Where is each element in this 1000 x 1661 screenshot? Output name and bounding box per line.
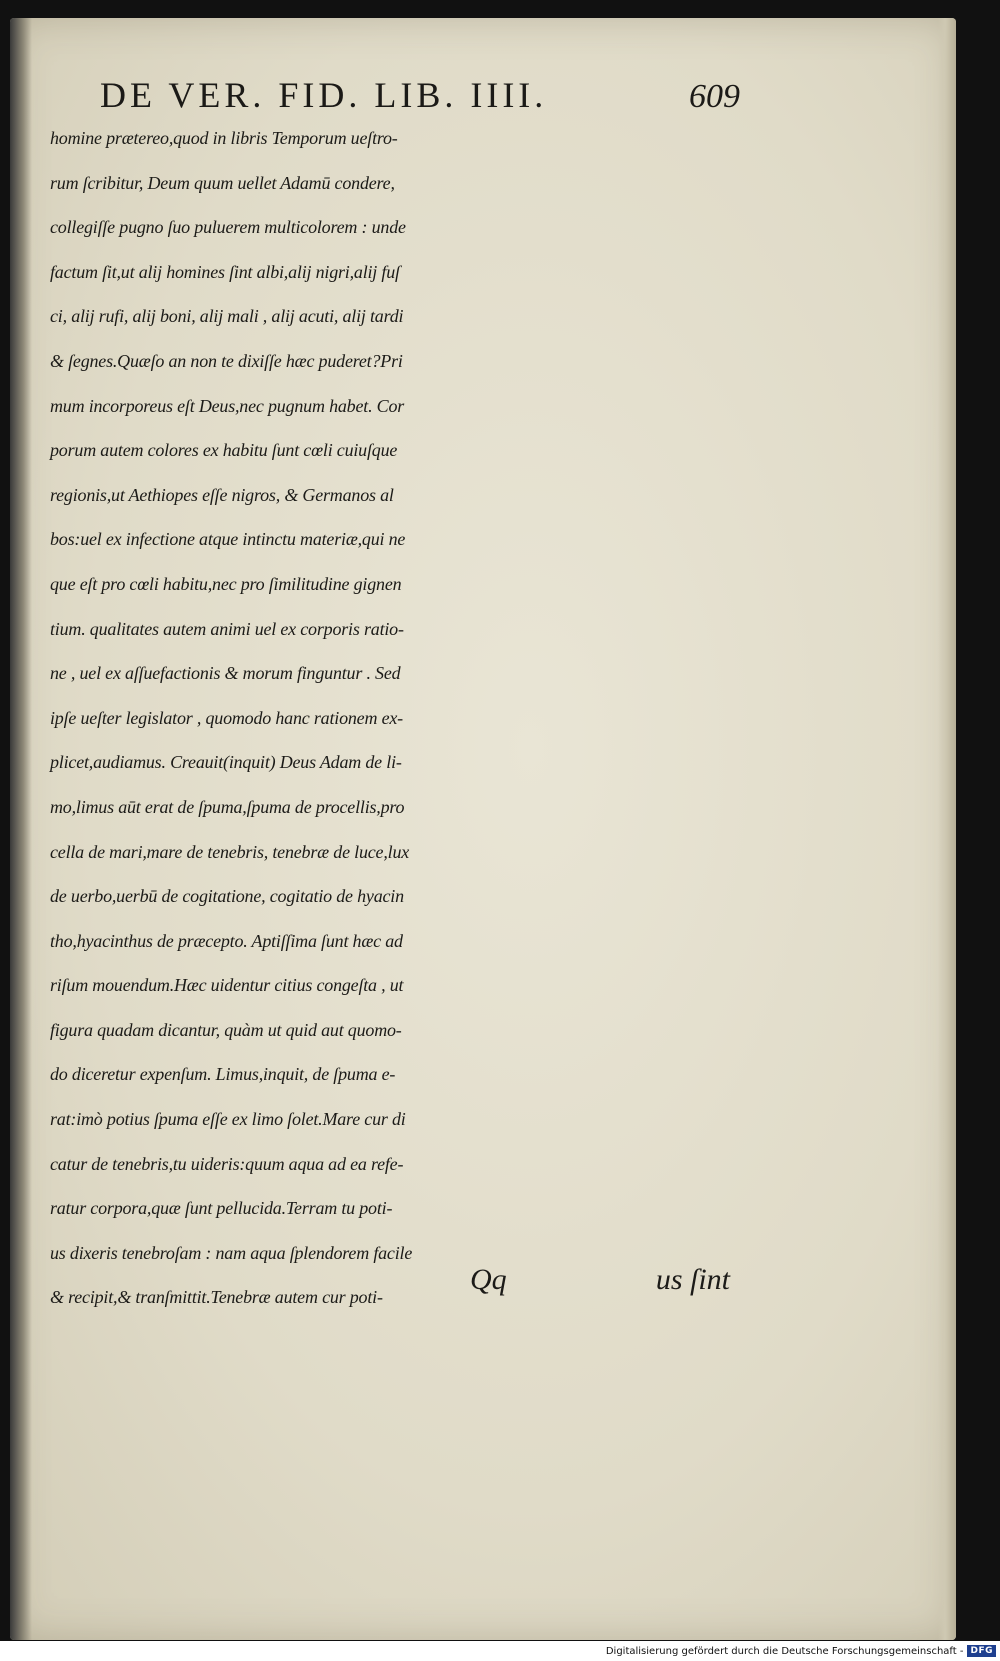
text-line: ipſe ueſter legislator , quomodo hanc rationem ex- — [50, 707, 403, 728]
text-line: catur de tenebris,tu uideris:quum aqua ad ea refe- — [50, 1153, 404, 1174]
text-line: & recipit,& tranſmittit.Tenebræ autem cur poti- — [50, 1287, 383, 1308]
text-line: tho,hyacinthus de præcepto. Aptiſſima ſunt hæc ad — [50, 930, 403, 951]
text-line: plicet,audiamus. Creauit(inquit) Deus Adam de li- — [50, 752, 402, 773]
digitization-footer — [0, 1641, 1000, 1661]
text-line: homine prætereo,quod in libris Temporum ueſtro- — [50, 128, 398, 148]
dfg-logo: DFG — [967, 1645, 996, 1657]
text-line: porum autem colores ex habitu ſunt cœli cuiuſque — [50, 440, 398, 461]
text-line: figura quadam dicantur, quàm ut quid aut quomo- — [50, 1019, 402, 1040]
text-line: ratur corpora,quæ ſunt pellucida.Terram tu poti- — [50, 1198, 393, 1219]
text-line: mo,limus aūt erat de ſpuma,ſpuma de procellis,pro — [50, 796, 405, 817]
text-line: ci, alij rufi, alij boni, alij mali , alij acuti, alij tardi — [50, 306, 404, 327]
text-line: do diceretur expenſum. Limus,inquit, de ſpuma e- — [50, 1064, 396, 1085]
text-line: factum ſit,ut alij homines ſint albi,alij nigri,alij fuſ — [50, 261, 400, 282]
text-line: tium. qualitates autem animi uel ex corporis ratio- — [50, 618, 404, 639]
catchword: us ſint — [655, 1263, 730, 1296]
text-line: rat:imò potius ſpuma eſſe ex limo ſolet.Mare cur di — [50, 1109, 406, 1130]
text-line: us dixeris tenebroſam : nam aqua ſplendorem facile — [50, 1242, 413, 1263]
page-edge — [938, 18, 956, 1640]
funding-credit: Digitalisierung gefördert durch die Deutsche Forschungsgemeinschaft - — [605, 1645, 964, 1657]
text-line: cella de mari,mare de tenebris, tenebræ de luce,lux — [50, 841, 410, 862]
text-line: mum incorporeus eſt Deus,nec pugnum habet. Cor — [50, 395, 405, 416]
page-number: 609 — [689, 78, 740, 115]
text-line: de uerbo,uerbū de cogitatione, cogitatio de hyacin — [50, 886, 404, 907]
body-text — [50, 116, 750, 1320]
text-line: rum ſcribitur, Deum quum uellet Adamū condere, — [50, 172, 395, 193]
running-title: DE VER. FID. LIB. IIII. — [100, 75, 548, 115]
text-line: collegiſſe pugno ſuo puluerem multicolorem : unde — [50, 217, 406, 238]
page-header — [100, 60, 740, 116]
text-line: que eſt pro cœli habitu,nec pro ſimilitudine gignen — [50, 573, 402, 594]
text-line: & ſegnes.Quæſo an non te dixiſſe hæc puderet?Pri — [50, 350, 403, 371]
signature-mark: Qq — [470, 1263, 507, 1296]
text-line: regionis,ut Aethiopes eſſe nigros, & Germanos al — [50, 484, 394, 505]
text-line: riſum mouendum.Hæc uidentur citius congeſta , ut — [50, 975, 404, 996]
catchline — [470, 1258, 730, 1302]
page-gutter-shadow — [10, 18, 32, 1640]
text-line: bos:uel ex infectione atque intinctu materiæ,qui ne — [50, 529, 406, 550]
text-line: ne , uel ex aſſuefactionis & morum finguntur . Sed — [50, 663, 401, 684]
